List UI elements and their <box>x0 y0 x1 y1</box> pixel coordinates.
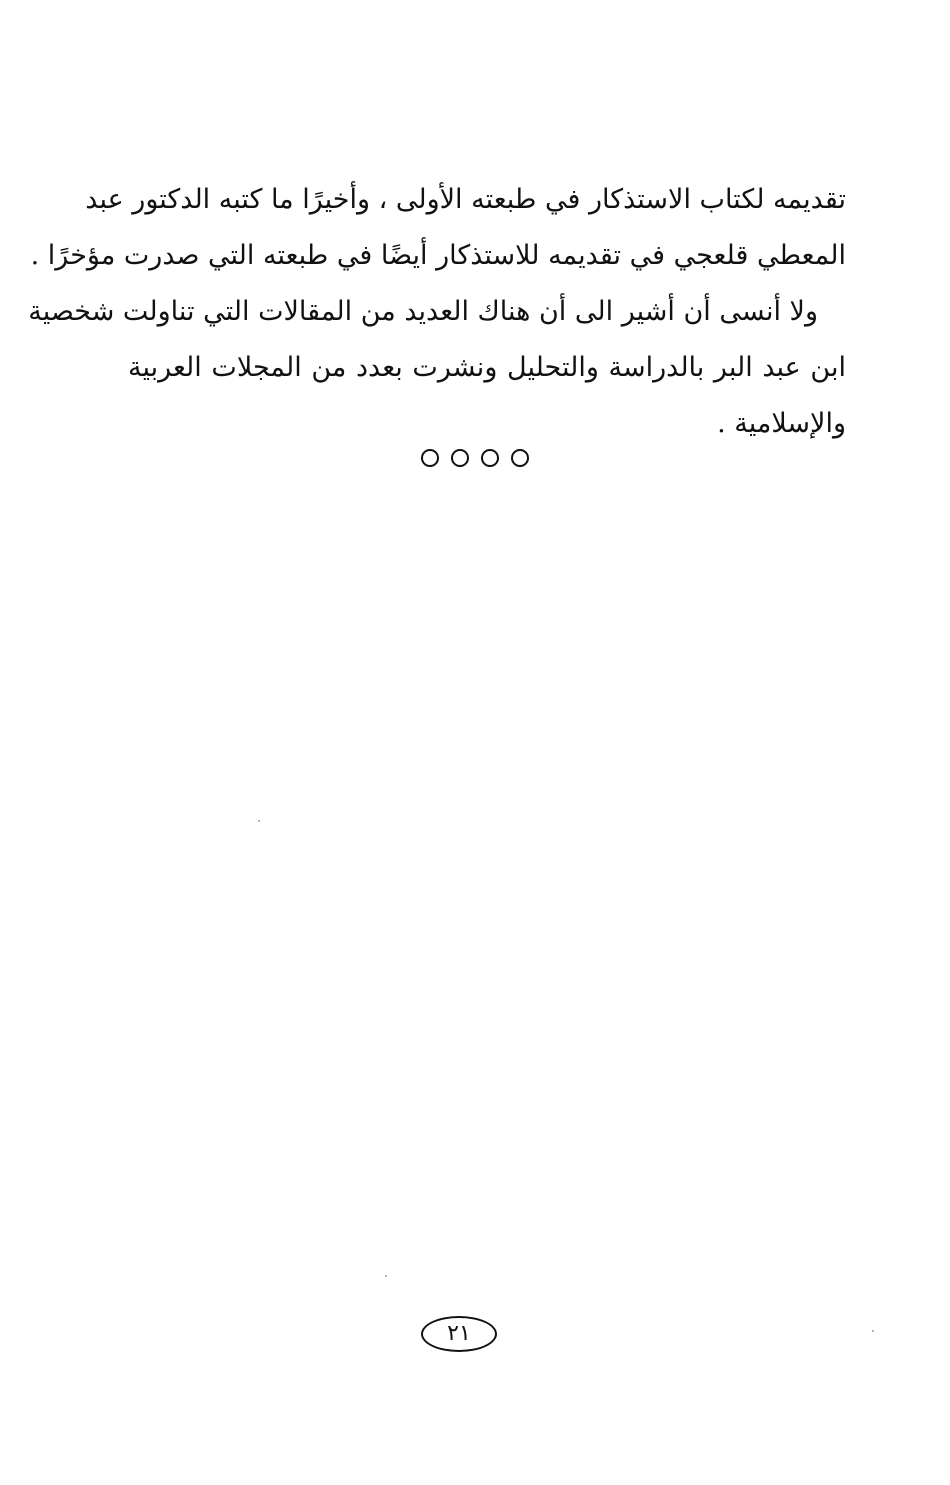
text-line: ابن عبد البر بالدراسة والتحليل ونشرت بعدد من المجلات العربية <box>128 352 846 383</box>
circle-ornament-icon <box>421 449 439 467</box>
scan-speck <box>872 1330 874 1332</box>
circle-ornament-icon <box>511 449 529 467</box>
body-text <box>28 172 846 452</box>
scan-speck <box>385 1275 387 1277</box>
text-line: والإسلامية . <box>717 408 846 439</box>
text-line: المعطي قلعجي في تقديمه للاستذكار أيضًا في طبعته التي صدرت مؤخرًا . <box>30 240 846 271</box>
text-line: تقديمه لكتاب الاستذكار في طبعته الأولى ، وأخيرًا ما كتبه الدكتور عبد <box>85 184 846 215</box>
circle-ornament-icon <box>451 449 469 467</box>
section-divider-ornament <box>0 449 950 467</box>
scan-speck <box>258 820 260 822</box>
page-number: ٢١ <box>421 1316 497 1352</box>
text-line: ولا أنسى أن أشير الى أن هناك العديد من المقالات التي تناولت شخصية <box>28 296 818 327</box>
circle-ornament-icon <box>481 449 499 467</box>
